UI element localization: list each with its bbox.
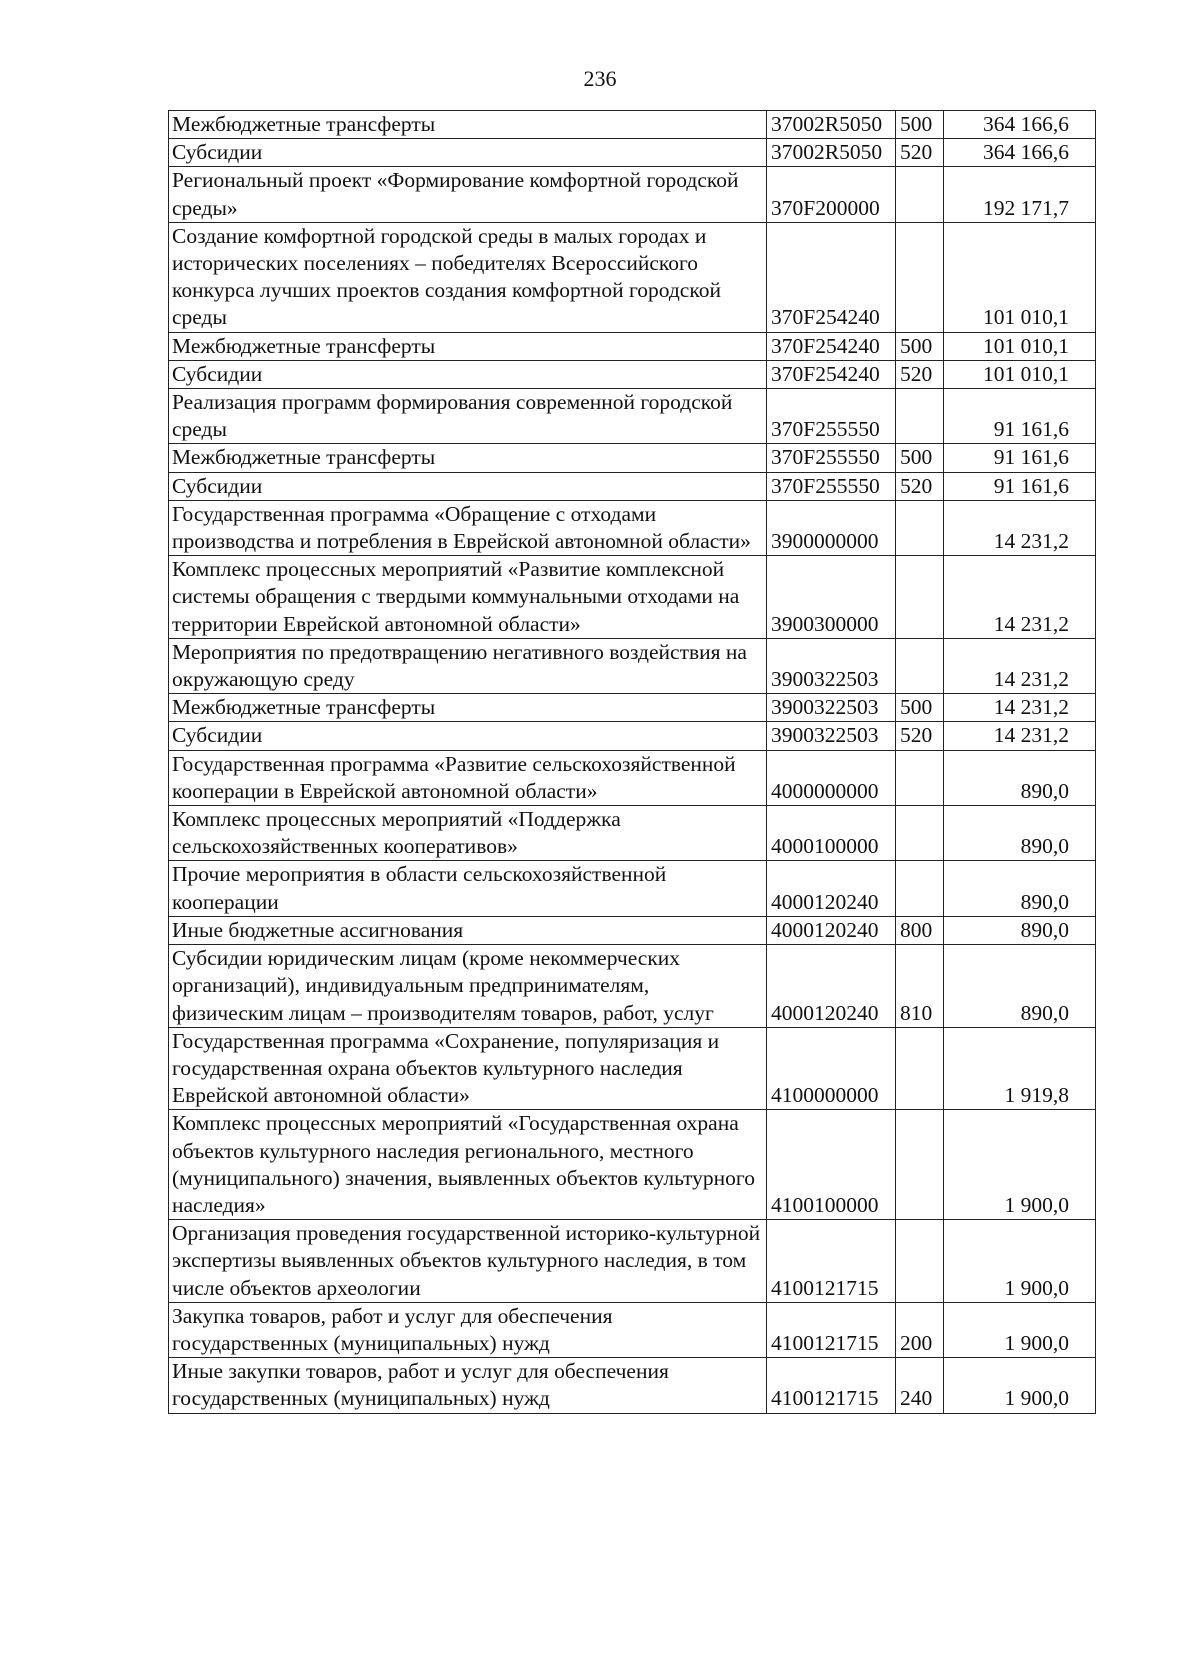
row-type-cell: 520	[896, 360, 944, 388]
row-sum-cell: 890,0	[944, 750, 1096, 805]
row-name-cell: Организация проведения государственной историко-культурной экспертизы выявленных объектов культурного наследия, в том числе объектов археологии	[169, 1220, 767, 1303]
row-code-cell: 4000000000	[767, 750, 896, 805]
row-name-cell: Региональный проект «Формирование комфортной городской среды»	[169, 167, 767, 222]
row-sum-cell: 14 231,2	[944, 500, 1096, 555]
row-name-cell: Межбюджетные трансферты	[169, 111, 767, 139]
row-name-cell: Мероприятия по предотвращению негативного воздействия на окружающую среду	[169, 638, 767, 693]
row-code-cell: 4100121715	[767, 1358, 896, 1413]
page-number: 236	[583, 66, 617, 91]
row-type-cell	[896, 1220, 944, 1303]
row-type-cell	[896, 500, 944, 555]
row-type-cell	[896, 222, 944, 332]
row-name-cell: Субсидии	[169, 722, 767, 750]
table-row	[169, 556, 1096, 639]
row-sum-cell: 364 166,6	[944, 139, 1096, 167]
row-sum-cell: 101 010,1	[944, 360, 1096, 388]
row-sum-cell: 890,0	[944, 861, 1096, 916]
row-code-cell: 4000120240	[767, 861, 896, 916]
row-code-cell: 370F254240	[767, 222, 896, 332]
row-code-cell: 3900322503	[767, 638, 896, 693]
table-row	[169, 222, 1096, 332]
row-code-cell: 4100000000	[767, 1027, 896, 1110]
row-name-cell: Комплекс процессных мероприятий «Поддержка сельскохозяйственных кооперативов»	[169, 806, 767, 861]
row-name-cell: Субсидии юридическим лицам (кроме некоммерческих организаций), индивидуальным предпринимателям, физическим лицам – производителям товаров, работ, услуг	[169, 945, 767, 1028]
row-type-cell: 800	[896, 916, 944, 944]
row-sum-cell: 91 161,6	[944, 444, 1096, 472]
row-code-cell: 3900322503	[767, 722, 896, 750]
table-row	[169, 1110, 1096, 1220]
row-code-cell: 4100100000	[767, 1110, 896, 1220]
budget-table-body	[169, 111, 1096, 1414]
row-name-cell: Комплекс процессных мероприятий «Развитие комплексной системы обращения с твердыми коммунальными отходами на территории Еврейской автономной области»	[169, 556, 767, 639]
row-type-cell: 200	[896, 1302, 944, 1357]
row-name-cell: Иные бюджетные ассигнования	[169, 916, 767, 944]
row-type-cell	[896, 1110, 944, 1220]
row-name-cell: Государственная программа «Сохранение, популяризация и государственная охрана объектов культурного наследия Еврейской автономной области»	[169, 1027, 767, 1110]
row-type-cell	[896, 556, 944, 639]
table-row	[169, 750, 1096, 805]
row-code-cell: 4000120240	[767, 945, 896, 1028]
row-code-cell: 370F255550	[767, 389, 896, 444]
row-name-cell: Субсидии	[169, 139, 767, 167]
row-sum-cell: 364 166,6	[944, 111, 1096, 139]
row-sum-cell: 1 919,8	[944, 1027, 1096, 1110]
table-row	[169, 332, 1096, 360]
row-name-cell: Комплекс процессных мероприятий «Государственная охрана объектов культурного наследия регионального, местного (муниципального) значения, выявленных объектов культурного наследия»	[169, 1110, 767, 1220]
table-row	[169, 472, 1096, 500]
row-type-cell: 240	[896, 1358, 944, 1413]
table-row	[169, 694, 1096, 722]
table-row	[169, 638, 1096, 693]
row-type-cell: 500	[896, 444, 944, 472]
row-type-cell: 810	[896, 945, 944, 1028]
row-sum-cell: 192 171,7	[944, 167, 1096, 222]
table-row	[169, 916, 1096, 944]
row-code-cell: 370F254240	[767, 332, 896, 360]
row-name-cell: Межбюджетные трансферты	[169, 694, 767, 722]
row-sum-cell: 91 161,6	[944, 472, 1096, 500]
row-sum-cell: 1 900,0	[944, 1358, 1096, 1413]
row-code-cell: 3900000000	[767, 500, 896, 555]
table-row	[169, 500, 1096, 555]
table-row	[169, 806, 1096, 861]
row-code-cell: 4000100000	[767, 806, 896, 861]
row-name-cell: Государственная программа «Развитие сельскохозяйственной кооперации в Еврейской автономной области»	[169, 750, 767, 805]
table-row	[169, 1027, 1096, 1110]
table-row	[169, 722, 1096, 750]
row-type-cell	[896, 167, 944, 222]
table-row	[169, 139, 1096, 167]
row-code-cell: 370F255550	[767, 444, 896, 472]
table-row	[169, 360, 1096, 388]
row-code-cell: 4000120240	[767, 916, 896, 944]
row-name-cell: Реализация программ формирования современной городской среды	[169, 389, 767, 444]
table-row	[169, 1220, 1096, 1303]
row-name-cell: Государственная программа «Обращение с отходами производства и потребления в Еврейской автономной области»	[169, 500, 767, 555]
row-code-cell: 4100121715	[767, 1220, 896, 1303]
row-sum-cell: 1 900,0	[944, 1302, 1096, 1357]
row-name-cell: Создание комфортной городской среды в малых городах и исторических поселениях – победителях Всероссийского конкурса лучших проектов создания комфортной городской среды	[169, 222, 767, 332]
table-row	[169, 444, 1096, 472]
row-type-cell: 520	[896, 472, 944, 500]
row-type-cell	[896, 389, 944, 444]
row-sum-cell: 890,0	[944, 945, 1096, 1028]
row-type-cell	[896, 750, 944, 805]
row-sum-cell: 14 231,2	[944, 556, 1096, 639]
row-code-cell: 37002R5050	[767, 111, 896, 139]
row-code-cell: 370F254240	[767, 360, 896, 388]
row-type-cell	[896, 1027, 944, 1110]
row-sum-cell: 14 231,2	[944, 722, 1096, 750]
table-row	[169, 861, 1096, 916]
budget-table	[168, 110, 1096, 1414]
row-name-cell: Субсидии	[169, 472, 767, 500]
row-code-cell: 370F200000	[767, 167, 896, 222]
row-sum-cell: 890,0	[944, 916, 1096, 944]
row-type-cell	[896, 806, 944, 861]
row-sum-cell: 91 161,6	[944, 389, 1096, 444]
row-name-cell: Межбюджетные трансферты	[169, 332, 767, 360]
row-name-cell: Прочие мероприятия в области сельскохозяйственной кооперации	[169, 861, 767, 916]
row-code-cell: 3900300000	[767, 556, 896, 639]
row-type-cell: 500	[896, 694, 944, 722]
table-row	[169, 1358, 1096, 1413]
table-row	[169, 1302, 1096, 1357]
row-sum-cell: 1 900,0	[944, 1220, 1096, 1303]
row-type-cell	[896, 638, 944, 693]
row-sum-cell: 101 010,1	[944, 222, 1096, 332]
row-sum-cell: 14 231,2	[944, 694, 1096, 722]
row-sum-cell: 890,0	[944, 806, 1096, 861]
table-row	[169, 945, 1096, 1028]
row-sum-cell: 1 900,0	[944, 1110, 1096, 1220]
row-name-cell: Межбюджетные трансферты	[169, 444, 767, 472]
table-row	[169, 167, 1096, 222]
row-type-cell: 500	[896, 332, 944, 360]
row-name-cell: Закупка товаров, работ и услуг для обеспечения государственных (муниципальных) нужд	[169, 1302, 767, 1357]
row-name-cell: Субсидии	[169, 360, 767, 388]
row-code-cell: 37002R5050	[767, 139, 896, 167]
row-name-cell: Иные закупки товаров, работ и услуг для обеспечения государственных (муниципальных) нужд	[169, 1358, 767, 1413]
table-row	[169, 389, 1096, 444]
row-sum-cell: 14 231,2	[944, 638, 1096, 693]
row-code-cell: 4100121715	[767, 1302, 896, 1357]
row-type-cell: 500	[896, 111, 944, 139]
table-row	[169, 111, 1096, 139]
row-code-cell: 3900322503	[767, 694, 896, 722]
row-sum-cell: 101 010,1	[944, 332, 1096, 360]
row-code-cell: 370F255550	[767, 472, 896, 500]
row-type-cell: 520	[896, 722, 944, 750]
row-type-cell	[896, 861, 944, 916]
row-type-cell: 520	[896, 139, 944, 167]
